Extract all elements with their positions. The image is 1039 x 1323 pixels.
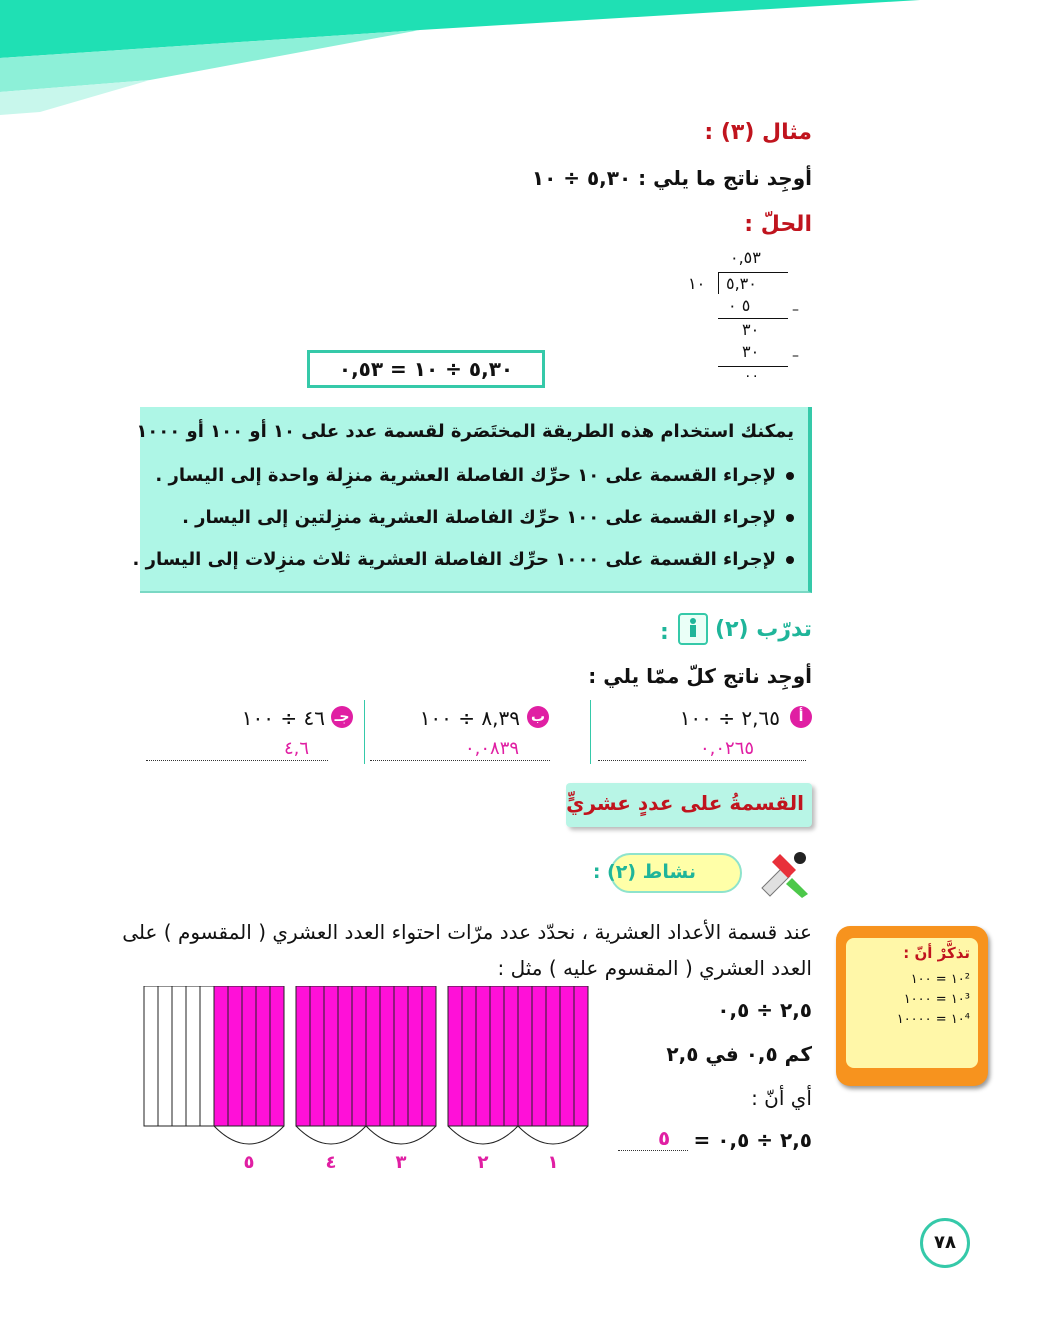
problem-a: ٢,٦٥ ÷ ١٠٠	[679, 706, 780, 730]
shaded-strip	[214, 986, 228, 1126]
top-decorative-band	[0, 0, 1039, 130]
unshaded-strip	[172, 986, 186, 1126]
answer-c: ٤,٦	[284, 738, 310, 759]
remainder1: ٣٠	[742, 320, 760, 339]
shaded-strip	[462, 986, 476, 1126]
shaded-strip	[422, 986, 436, 1126]
shaded-strip	[228, 986, 242, 1126]
dividend: ٥,٣٠	[726, 274, 757, 293]
bullet-icon	[786, 472, 794, 480]
long-division	[660, 248, 810, 388]
shaded-strip	[574, 986, 588, 1126]
activity-title: نشاط (٢) :	[592, 861, 696, 883]
shaded-strip	[256, 986, 270, 1126]
bullet-icon	[786, 556, 794, 564]
shaded-strip	[394, 986, 408, 1126]
remember-line: ١٠³ = ١٠٠٠	[903, 992, 970, 1007]
remember-line: ١٠² = ١٠٠	[910, 972, 970, 987]
problem-c: ٤٦ ÷ ١٠٠	[241, 706, 325, 730]
problem-b: ٨,٣٩ ÷ ١٠٠	[419, 706, 520, 730]
shaded-strip	[518, 986, 532, 1126]
subtract-line	[718, 366, 788, 367]
practice-heading: تدرّب (٢)	[715, 617, 812, 642]
shaded-strip	[352, 986, 366, 1126]
tip-intro: يمكنك استخدام هذه الطريقة المختَصَرة لقسمة عدد على ١٠ أو ١٠٠ أو ١٠٠٠	[136, 421, 794, 442]
activity-line-b: كم ٠,٥ في ٢,٥	[666, 1042, 812, 1066]
remember-line: ١٠⁴ = ١٠٠٠٠	[896, 1012, 970, 1027]
division-bar	[718, 272, 788, 273]
shaded-strip	[380, 986, 394, 1126]
activity-pill	[592, 853, 742, 893]
tip-bullet: لإجراء القسمة على ١٠٠٠ حرِّك الفاصلة العشرية ثلاث منزِلات إلى اليسار .	[132, 549, 794, 570]
page-number: ٧٨	[920, 1218, 970, 1268]
group-brace	[296, 1126, 366, 1144]
group-label: ٢	[477, 1152, 489, 1172]
section-title: القسمةُ على عددٍ عشريٍّ	[566, 791, 804, 815]
tip-box	[132, 407, 812, 593]
step1: ٥ ٠	[728, 296, 751, 315]
group-label: ٣	[395, 1152, 407, 1172]
shaded-strip	[242, 986, 256, 1126]
activity-line-d: ٢,٥ ÷ ٠,٥ =	[693, 1128, 812, 1152]
unshaded-strip	[186, 986, 200, 1126]
activity-paragraph-line1: عند قسمة الأعداد العشرية ، نحدّد عدد مرّات احتواء العدد العشري ( المقسوم ) على	[122, 920, 812, 944]
answer-b: ٠,٠٨٣٩	[465, 738, 520, 759]
solution-label: الحلّ :	[744, 212, 812, 237]
group-brace	[518, 1126, 588, 1144]
example-heading: مثال (٣) :	[704, 120, 812, 145]
remember-title: تذكَّرْ أنّ :	[903, 944, 970, 962]
badge-c: جـ	[331, 706, 353, 728]
badge-a: أ	[790, 706, 812, 728]
remember-box	[836, 926, 988, 1086]
minus-sign: –	[792, 348, 799, 364]
separator	[590, 700, 591, 764]
shaded-strip	[270, 986, 284, 1126]
division-bracket	[718, 272, 719, 294]
shaded-strip	[546, 986, 560, 1126]
shaded-strip	[310, 986, 324, 1126]
section-title-bar	[566, 783, 812, 827]
minus-sign: –	[792, 302, 799, 318]
group-brace	[448, 1126, 518, 1144]
activity-line-a: ٢,٥ ÷ ٠,٥	[717, 998, 812, 1022]
bullet-icon	[786, 514, 794, 522]
shaded-strip	[366, 986, 380, 1126]
answer-line-c	[146, 760, 328, 761]
shaded-strip	[408, 986, 422, 1126]
separator	[364, 700, 365, 764]
practice-person-icon	[677, 612, 709, 646]
practice-colon: :	[660, 620, 669, 645]
group-label: ١	[547, 1152, 559, 1172]
subtract-line	[718, 318, 788, 319]
activity-tools-icon	[752, 848, 814, 900]
answer-line-b	[370, 760, 550, 761]
tip-bullet: لإجراء القسمة على ١٠ حرِّك الفاصلة العشرية منزِلة واحدة إلى اليسار .	[155, 465, 794, 486]
answer-line-d	[618, 1150, 688, 1151]
shaded-strip	[490, 986, 504, 1126]
shaded-strip	[532, 986, 546, 1126]
unshaded-strip	[144, 986, 158, 1126]
result-equation: ٥,٣٠ ÷ ١٠ = ٠,٥٣	[307, 350, 545, 388]
activity-answer: ٥	[658, 1126, 671, 1150]
answer-line-a	[598, 760, 806, 761]
strip-diagram	[140, 986, 592, 1172]
badge-b: ب	[527, 706, 549, 728]
remember-inner	[846, 938, 978, 1068]
shaded-strip	[560, 986, 574, 1126]
step2: ٣٠	[742, 342, 760, 361]
practice-instruction: أوجِد ناتج كلّ ممّا يلي :	[588, 664, 812, 688]
answer-a: ٠,٠٢٦٥	[700, 738, 755, 759]
group-brace	[366, 1126, 436, 1144]
group-label: ٤	[325, 1152, 337, 1172]
shaded-strip	[476, 986, 490, 1126]
quotient: ٠,٥٣	[730, 248, 761, 267]
group-label: ٥	[243, 1152, 255, 1172]
tip-bullet: لإجراء القسمة على ١٠٠ حرِّك الفاصلة العشرية منزِلتين إلى اليسار .	[182, 507, 794, 528]
shaded-strip	[448, 986, 462, 1126]
shaded-strip	[338, 986, 352, 1126]
example-question: أوجِد ناتج ما يلي : ٥,٣٠ ÷ ١٠	[531, 166, 812, 190]
shaded-strip	[504, 986, 518, 1126]
unshaded-strip	[200, 986, 214, 1126]
shaded-strip	[296, 986, 310, 1126]
shaded-strip	[324, 986, 338, 1126]
divisor: ١٠	[688, 274, 706, 293]
group-brace	[214, 1126, 284, 1144]
final-remainder: ٠٠	[744, 368, 760, 384]
unshaded-strip	[158, 986, 172, 1126]
activity-paragraph-line2: العدد العشري ( المقسوم عليه ) مثل :	[497, 956, 812, 980]
activity-line-c: أي أنّ :	[751, 1086, 812, 1110]
